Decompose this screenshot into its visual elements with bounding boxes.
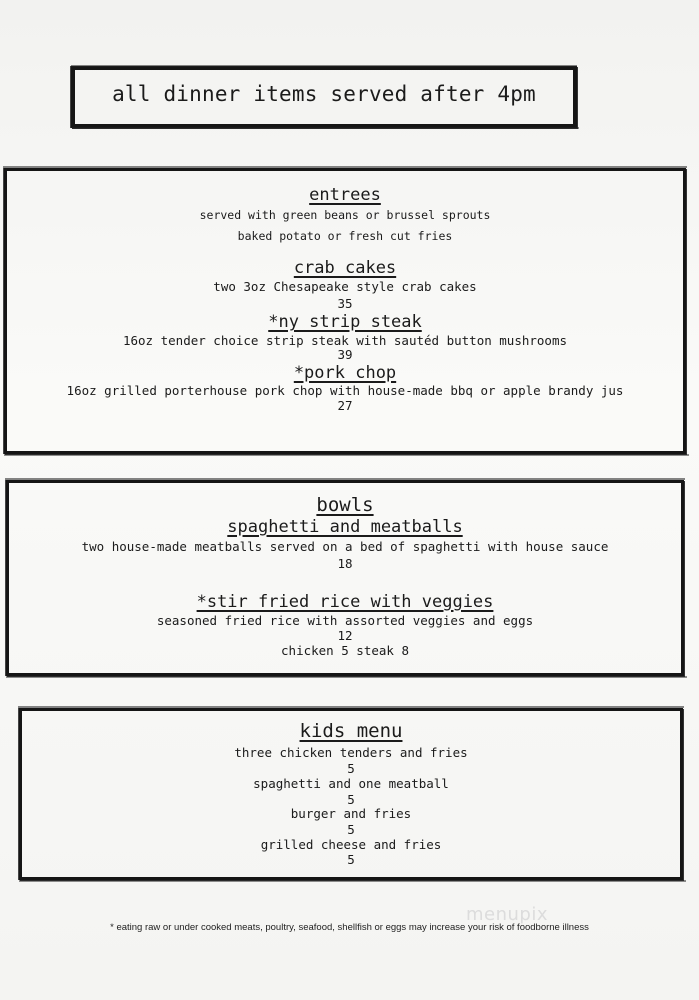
menu-item-price: 39 [337,347,353,362]
menu-item-price: 5 [347,822,355,837]
entrees-sides-line-1: served with green beans or brussel sprouts [199,208,491,222]
menu-item-name: three chicken tenders and fries [234,745,468,760]
menu-item-description: seasoned fried rice with assorted veggies and eggs [156,613,534,628]
service-hours-text: all dinner items served after 4pm [112,82,536,106]
menu-item-price: 5 [347,852,355,867]
menu-item-name: burger and fries [290,806,412,821]
menu-item-description: 16oz grilled porterhouse pork chop with house-made bbq or apple brandy jus [66,383,624,398]
menu-item-name: *pork chop [293,363,397,383]
menu-item-name: spaghetti and meatballs [227,517,463,537]
menu-item-name: *stir fried rice with veggies [196,592,494,612]
entrees-title: entrees [309,185,381,205]
menu-item-price: 27 [337,398,353,413]
menu-item-price: 5 [347,761,355,776]
menu-item-price: 5 [347,792,355,807]
kids-menu-title: kids menu [299,720,403,742]
menu-item-description: 16oz tender choice strip steak with sautéd button mushrooms [122,333,567,348]
watermark-logo: menupix [466,904,549,925]
bowls-title: bowls [316,494,374,516]
menu-item-addons: chicken 5 steak 8 [281,643,409,658]
food-safety-disclaimer: * eating raw or under cooked meats, poultry, seafood, shellfish or eggs may increase your risk of foodborne illness [110,922,589,933]
bowls-section [6,480,684,676]
menu-item-price: 18 [337,556,353,571]
entrees-section [4,168,686,454]
menu-item-price: 12 [337,628,353,643]
menu-item-name: spaghetti and one meatball [253,776,449,791]
menu-item-price: 35 [337,296,353,311]
menu-item-name: *ny strip steak [268,312,422,332]
service-hours-banner [71,66,577,128]
menu-item-description: two house-made meatballs served on a bed of spaghetti with house sauce [81,539,609,554]
menu-item-description: two 3oz Chesapeake style crab cakes [213,279,477,294]
kids-menu-section [19,708,683,880]
entrees-sides-line-2: baked potato or fresh cut fries [237,229,453,243]
menu-item-name: grilled cheese and fries [260,837,442,852]
menu-item-name: crab cakes [293,258,397,278]
